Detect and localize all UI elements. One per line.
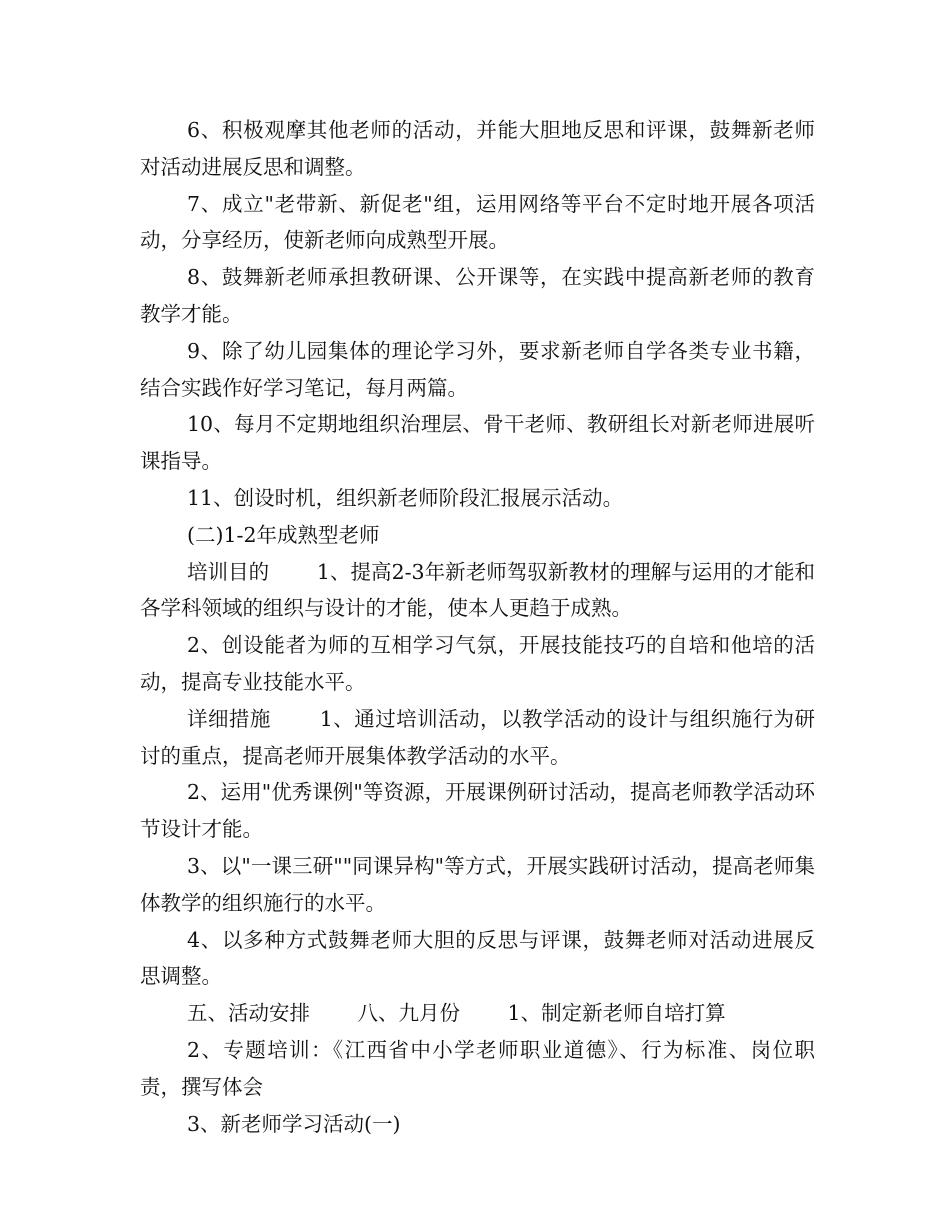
measures-paragraph: 详细措施 1、通过培训活动，以教学活动的设计与组织施行为研讨的重点，提高老师开展集体教学活动的水平。 xyxy=(140,706,815,768)
paragraph-item-6: 6、积极观摩其他老师的活动，并能大胆地反思和评课，鼓舞新老师对活动进展反思和调整。 xyxy=(140,118,815,179)
section-heading-experienced-teachers: (二)1-2年成熟型老师 xyxy=(187,522,380,547)
paragraph-item-9: 9、除了幼儿园集体的理论学习外，要求新老师自学各类专业书籍，结合实践作好学习笔记，每月两篇。 xyxy=(140,338,815,400)
training-goal-item-2: 2、创设能者为师的互相学习气氛，开展技能技巧的自培和他培的活动，提高专业技能水平。 xyxy=(140,633,815,694)
paragraph-item-8: 8、鼓舞新老师承担教研课、公开课等，在实践中提高新老师的教育教学才能。 xyxy=(140,265,815,326)
paragraph-item-7: 7、成立"老带新、新促老"组，运用网络等平台不定时地开展各项活动，分享经历，使新老师向成熟型开展。 xyxy=(140,191,815,253)
activity-schedule-heading: 五、活动安排 八、九月份 1、制定新老师自培打算 xyxy=(187,1001,726,1026)
document-body xyxy=(140,112,815,1142)
schedule-item-3: 3、新老师学习活动(一) xyxy=(187,1111,401,1136)
measures-item-4: 4、以多种方式鼓舞老师大胆的反思与评课，鼓舞老师对活动进展反思调整。 xyxy=(140,927,815,989)
training-goal-paragraph: 培训目的 1、提高2-3年新老师驾驭新教材的理解与运用的才能和各学科领域的组织与设计的才能，使本人更趋于成熟。 xyxy=(140,559,815,621)
measures-item-2: 2、运用"优秀课例"等资源，开展课例研讨活动，提高老师教学活动环节设计才能。 xyxy=(140,780,815,842)
paragraph-item-11: 11、创设时机，组织新老师阶段汇报展示活动。 xyxy=(187,485,624,510)
paragraph-item-10: 10、每月不定期地组织治理层、骨干老师、教研组长对新老师进展听课指导。 xyxy=(140,412,815,474)
measures-item-3: 3、以"一课三研""同课异构"等方式，开展实践研讨活动，提高老师集体教学的组织施行的水平。 xyxy=(140,853,815,915)
schedule-item-2: 2、专题培训：《江西省中小学老师职业道德》、行为标准、岗位职责，撰写体会 xyxy=(140,1037,815,1099)
